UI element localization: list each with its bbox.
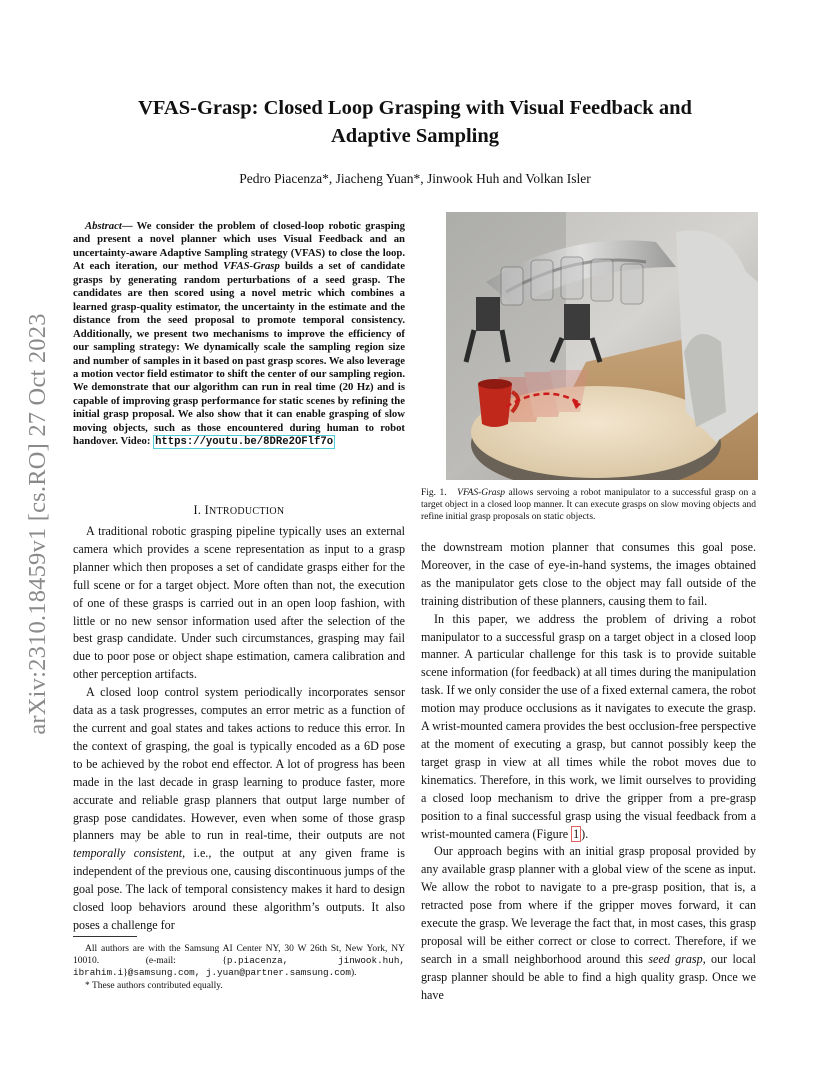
intro-p2-text-2: , i.e., the output at any given frame is independent of the previous one, causing discontinuous jumps of the goal pose. The lack of temporal consistency makes it hard to design closed loop behaviors around these algorithm’s outputs. It also poses a challenge for bbox=[73, 846, 406, 932]
section-numeral: I. bbox=[193, 503, 205, 517]
abstract-method-name: VFAS-Grasp bbox=[223, 260, 280, 273]
figure-1-caption bbox=[421, 487, 756, 524]
figure-reference-link[interactable]: 1 bbox=[573, 826, 580, 841]
title-line-1: VFAS-Grasp: Closed Loop Grasping with Visual Feedback and bbox=[138, 97, 692, 119]
arxiv-stamp-text: arXiv:2310.18459v1 [cs.RO] 27 Oct 2023 bbox=[24, 313, 51, 735]
abstract-text-2: builds a set of candidate grasps by generating random perturbations of a seed grasp. The candidates are then scored using a novel metric which combines a learned grasp-quality estimator, the uncertainty in the estimate and the distance from the seed proposal to promote temporal consistency. Additionally, we present two mechanisms to improve the efficiency of our sampling strategy: We dynamically scale the sampling region size and number of samples in it based on past grasp scores. We also leverage a motion vector field estimator to shift the center of our sampling region. We demonstrate that our algorithm can run in real time (20 Hz) and is capable of improving grasp performance for static scenes by refining the initial grasp proposal. We also show that it can enable grasping of slow moving objects, such as those encountered during human to robot handover. Video: bbox=[73, 260, 405, 448]
arxiv-identifier bbox=[18, 286, 58, 762]
abstract-dash: — bbox=[121, 220, 137, 232]
caption-label: Fig. 1. bbox=[421, 488, 447, 498]
footnote-brace: } bbox=[123, 968, 128, 979]
intro-paragraph-1: A traditional robotic grasping pipeline typically uses an external camera which provides a scene representation as input to a grasp planner which then proposes a set of candidate grasps either for the full scene or for a target object. More often than not, the execution of one of these grasps is carried out in an open loop fashion, with little or no new sensor information used after the selection of the best grasp candidate. Under such circumstances, grasping may fail due to poor pose or object shape estimation, camera calibration and other perception artifacts. bbox=[73, 524, 405, 682]
section-initial: I bbox=[204, 503, 209, 517]
title-line-2: Adaptive Sampling bbox=[330, 125, 500, 147]
footnote-affiliation bbox=[73, 943, 405, 980]
footnote-rule bbox=[73, 936, 137, 937]
right-p1-end: ). bbox=[581, 826, 589, 841]
abstract-text-1: We consider the problem of closed-loop robotic grasping and present a novel planner which uses Visual Feedback and an uncertainty-aware Adaptive Sampling strategy (VFAS) to close the loop. At each iteration, our method bbox=[73, 220, 406, 273]
paper-title bbox=[70, 94, 760, 150]
footnote-emails-1: p.piacenza, jinwook.huh, ibrahim.i bbox=[73, 955, 405, 979]
right-paragraph-continued: the downstream motion planner that consumes this goal pose. Moreover, in the case of eye-in-hand systems, the images obtained as the manipulator gets close to the object may fall outside of the training distribution of these planners, causing them to fail. bbox=[421, 540, 756, 608]
caption-text: allows servoing a robot manipulator to a successful grasp on a target object in a closed loop manner. It can execute grasps on slow moving objects and refine initial grasp proposals on static objects. bbox=[421, 488, 756, 523]
right-paragraph-2 bbox=[421, 843, 756, 1004]
abstract-label: Abstract bbox=[85, 220, 122, 232]
section-title-rest: NTRODUCTION bbox=[208, 506, 285, 517]
right-p2-emphasis: seed grasp bbox=[648, 951, 703, 966]
intro-p2-text-1: A closed loop control system periodically incorporates sensor data as a task progresses, computes an error metric as a function of the current and goal states and takes actions to reduce this error. In the context of grasping, the goal is typically encoded as a 6D pose to be achieved by the robot end effector. A lot of progress has been made in the last decade in grasp learning to produce faster, more accurate and reliable grasp planners that output large number of grasp pose candidates. However, even when some of those grasp planners may be able to run in real-time, their outputs are not bbox=[73, 685, 405, 843]
right-p2-text-1: Our approach begins with an initial grasp proposal provided by any available grasp planner with a global view of the scene as input. We allow the robot to navigate to a pre-grasp position, that is, a retracted pose from where if the gripper moves forward, it can execute the grasp. We leverage the fact that, in most cases, this grasp proposal will be either correct or close to correct. Therefore, if we search in a small neighborhood around this bbox=[421, 844, 756, 966]
figure-1-robot-grasping-image bbox=[446, 212, 758, 480]
right-paragraph-1 bbox=[421, 611, 756, 844]
abstract bbox=[73, 220, 405, 450]
robot-grasping-photo bbox=[446, 212, 758, 480]
intro-p2-emphasis: temporally consistent bbox=[73, 846, 183, 861]
intro-left-column bbox=[73, 523, 405, 935]
right-p2-text-2: , our local grasp planner should be able to find a high quality grasp. Once we have bbox=[421, 951, 756, 1002]
footnote-emails-2: @samsung.com, j.yuan@partner.samsung.com bbox=[127, 967, 351, 979]
intro-paragraph-2 bbox=[73, 684, 405, 935]
intro-right-column bbox=[421, 539, 756, 1005]
footnote-end: ). bbox=[350, 968, 357, 979]
section-heading-introduction bbox=[73, 503, 405, 518]
footnote-text-1: All authors are with the Samsung AI Center NY, 30 W 26th St, New York, NY 10010. (e-mail: { bbox=[73, 944, 405, 967]
right-p1-text: In this paper, we address the problem of driving a robot manipulator to a successful grasp on a target object in a closed loop manner. A particular challenge for this task is to provide suitable scene information (for feedback) at all times during the manipulation task. If we only consider the use of a fixed external camera, the robot motion may produce occlusions as it navigates to execute the grasp. A wrist-mounted camera provides the best occlusion-free perspective at the moment of executing a grasp, but cannot possibly keep the target grasp in view at all times while the robot moves due to kinematics. Therefore, in this work, we limit ourselves to providing a closed loop mechanism to drive the gripper from a pre-grasp position to a final successful grasp using the visual feedback from a wrist-mounted camera (Figure bbox=[421, 611, 756, 841]
video-link[interactable]: https://youtu.be/8DRe2OFlf7o bbox=[155, 436, 334, 449]
caption-method-name: VFAS-Grasp bbox=[457, 488, 505, 498]
footnote bbox=[73, 943, 405, 992]
footnote-equal-contribution: * These authors contributed equally. bbox=[85, 980, 223, 991]
author-list: Pedro Piacenza*, Jiacheng Yuan*, Jinwook Huh and Volkan Isler bbox=[239, 171, 591, 186]
